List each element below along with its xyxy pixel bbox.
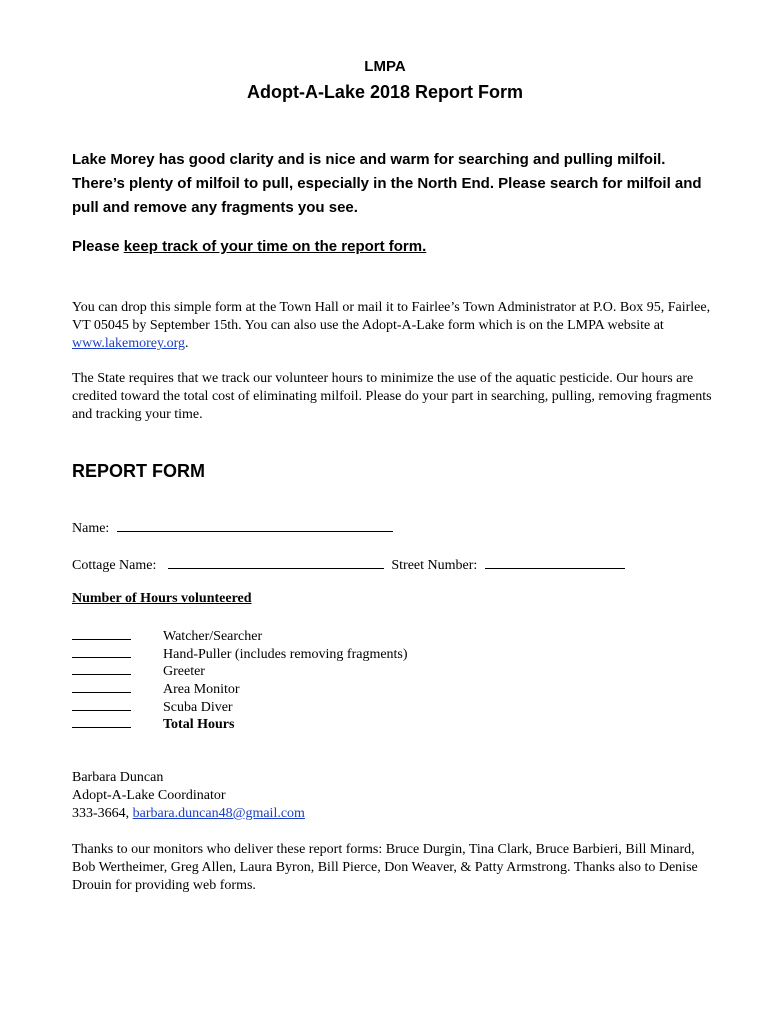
contact-name: Barbara Duncan [72,770,164,785]
hours-row-hand-puller [72,645,408,663]
street-blank[interactable] [485,555,625,569]
hours-label: Watcher/Searcher [163,629,263,644]
hours-row-watcher [72,627,408,645]
hours-blank[interactable] [72,698,131,711]
hours-label: Area Monitor [163,682,240,698]
hours-title: Number of Hours volunteered [72,591,252,606]
hours-blank[interactable] [72,680,131,693]
instructions-paragraph-2: The State requires that we track our volunteer hours to minimize the use of the aquatic pesticide. Our hours are credited toward the total cost of eliminating milfoil. Please do your part in searching, pulling, removing fragments and tracking your time. [72,371,712,422]
hours-blank[interactable] [72,662,131,675]
email-link[interactable]: barbara.duncan48@gmail.com [132,806,305,821]
track-time-note [72,238,426,255]
name-blank[interactable] [117,518,393,532]
website-link[interactable]: www.lakemorey.org [72,336,186,351]
thanks-paragraph: Thanks to our monitors who deliver these report forms: Bruce Durgin, Tina Clark, Bruce Barbieri, Bill Minard, Bob Wertheimer, Greg Allen, Laura Byron, Bill Pierce, Don Weaver, & Patty Armstrong. Thanks also to Denise Drouin for providing web forms. [72,842,698,893]
page-title: Adopt-A-Lake 2018 Report Form [246,82,524,102]
track-underlined: keep track of your time on the report form. [123,238,427,255]
hours-row-total [72,715,408,733]
hours-list [72,627,408,733]
instructions-paragraph-1 [72,299,712,353]
intro-paragraph: Lake Morey has good clarity and is nice and warm for searching and pulling milfoil. There’s plenty of milfoil to pull, especially in the North End. Please search for milfoil and pull and remove any fragments you see. [72,151,702,216]
hours-blank[interactable] [72,645,131,658]
hours-row-area-monitor [72,680,408,698]
contact-role: Adopt-A-Lake Coordinator [72,788,226,803]
org-name: LMPA [364,58,406,75]
hours-blank[interactable] [72,715,131,728]
hours-label-total: Total Hours [163,717,235,733]
street-label: Street Number: [391,558,478,573]
contact-line [72,805,305,823]
hours-row-greeter [72,662,408,680]
instructions-text: You can drop this simple form at the Town Hall or mail it to Fairlee’s Town Administrator at P.O. Box 95, Fairlee, VT 05045 by September 15th. You can also use the Adopt-A-Lake form which is on the LMPA website at [72,300,711,333]
hours-blank[interactable] [72,627,131,640]
name-field-row [72,518,393,537]
cottage-field-row [72,555,625,574]
hours-row-scuba-diver [72,698,408,716]
track-prefix: Please [72,238,124,255]
contact-phone: 333-3664, [72,806,133,821]
contact-block [72,769,305,823]
cottage-label: Cottage Name: [72,558,157,573]
hours-label: Greeter [163,664,205,680]
instructions-end: . [185,336,189,351]
name-label: Name: [72,521,110,536]
hours-label: Hand-Puller (includes removing fragments) [163,646,408,662]
report-form-heading: REPORT FORM [72,461,205,481]
hours-label: Scuba Diver [163,699,233,715]
cottage-blank[interactable] [168,555,384,569]
